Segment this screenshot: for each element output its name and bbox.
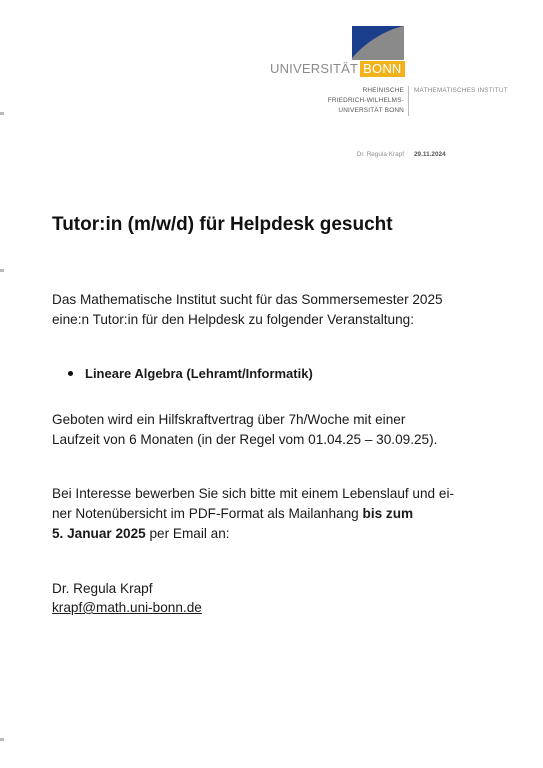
- header-divider: [408, 86, 409, 116]
- edge-mark-top: [0, 112, 4, 115]
- deadline-prefix: bis zum: [362, 506, 414, 521]
- edge-mark-bottom: [0, 738, 4, 741]
- logo-shape-icon: [352, 26, 404, 60]
- deadline-date: 5. Januar 2025: [52, 526, 146, 541]
- edge-mark-middle: [0, 269, 4, 272]
- contact-email-link[interactable]: krapf@math.uni-bonn.de: [52, 600, 202, 615]
- application-text: ner Notenübersicht im PDF-Format als Mailanhang: [52, 506, 363, 521]
- course-list-item: [68, 364, 313, 384]
- logo-word-universitaet: UNIVERSITÄT: [270, 61, 359, 76]
- bullet-icon: [68, 371, 73, 376]
- institute-name: MATHEMATISCHES INSTITUT: [414, 87, 508, 94]
- offer-line-1: Geboten wird ein Hilfskraftvertrag über 7h/Woche mit einer: [52, 412, 406, 427]
- application-line-2: [52, 504, 413, 524]
- logo-word-bonn: BONN: [360, 61, 404, 77]
- university-line: FRIEDRICH-WILHELMS-: [327, 96, 404, 104]
- application-line-3: [52, 524, 230, 544]
- contact-email-row: [52, 598, 202, 618]
- header-date: 29.11.2024: [414, 151, 446, 158]
- header-author: Dr. Regula Krapf: [356, 151, 404, 158]
- contact-name: Dr. Regula Krapf: [52, 581, 153, 596]
- course-name: Lineare Algebra (Lehramt/Informatik): [85, 366, 313, 381]
- university-name-block: [328, 86, 404, 115]
- intro-line-2: eine:n Tutor:in für den Helpdesk zu folgender Veranstaltung:: [52, 312, 414, 327]
- application-line-1: Bei Interesse bewerben Sie sich bitte mit einem Lebenslauf und ei-: [52, 486, 454, 501]
- application-text: per Email an:: [145, 526, 230, 541]
- university-line: RHEINISCHE: [362, 87, 404, 94]
- university-logo: [352, 26, 404, 65]
- page-title: Tutor:in (m/w/d) für Helpdesk gesucht: [52, 214, 393, 235]
- intro-line-1: Das Mathematische Institut sucht für das Sommersemester 2025: [52, 292, 443, 307]
- university-line: UNIVERSITÄT BONN: [338, 106, 404, 114]
- offer-line-2: Laufzeit von 6 Monaten (in der Regel vom 01.04.25 – 30.09.25).: [52, 432, 438, 447]
- logo-wordmark: [270, 61, 405, 77]
